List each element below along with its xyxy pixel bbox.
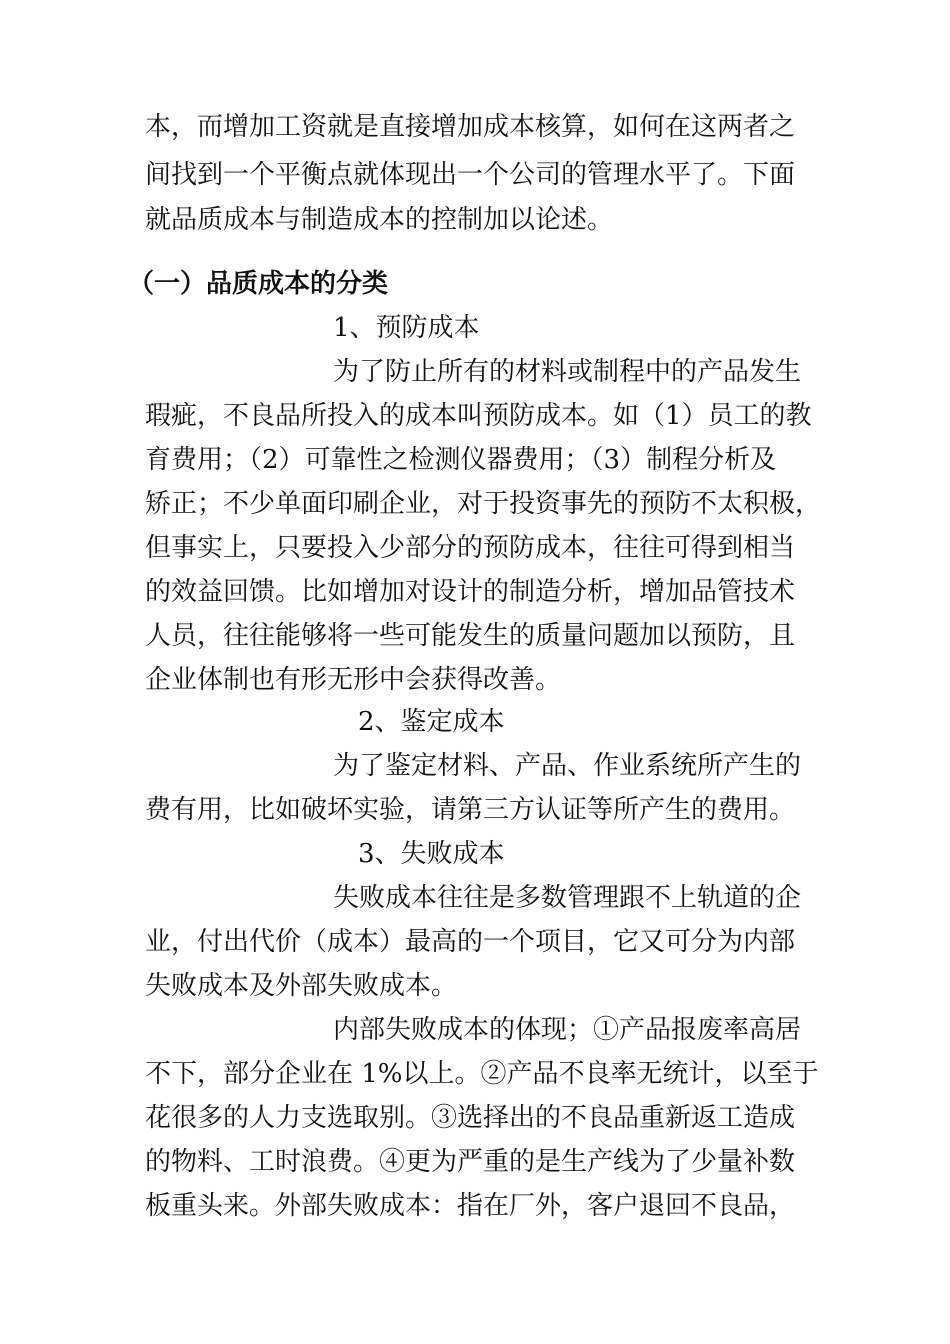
subsection-title-2: 2、鉴定成本 <box>358 707 505 737</box>
sub1-line-1: 为了防止所有的材料或制程中的产品发生 <box>333 357 802 387</box>
sub1-line-6: 的效益回馈。比如增加对设计的制造分析，增加品管技术 <box>145 577 796 607</box>
section-heading: （一）品质成本的分类 <box>128 269 389 299</box>
sub1-line-7: 人员，往往能够将一些可能发生的质量问题加以预防，且 <box>145 621 796 651</box>
intro-line-1: 本，而增加工资就是直接增加成本核算，如何在这两者之 <box>145 112 796 142</box>
subsection-title-1: 1、预防成本 <box>333 313 480 343</box>
internal-line-1: 内部失败成本的体现；①产品报废率高居 <box>333 1015 802 1045</box>
subsection-title-3: 3、失败成本 <box>358 839 505 869</box>
internal-line-5: 板重头来。外部失败成本：指在厂外，客户退回不良品， <box>145 1191 796 1221</box>
internal-line-4: 的物料、工时浪费。④更为严重的是生产线为了少量补数 <box>145 1147 796 1177</box>
sub1-line-3: 育费用；（2）可靠性之检测仪器费用；（3）制程分析及 <box>145 445 777 475</box>
intro-line-2: 间找到一个平衡点就体现出一个公司的管理水平了。下面 <box>145 160 796 190</box>
intro-line-3: 就品质成本与制造成本的控制加以论述。 <box>145 205 614 235</box>
sub1-line-8: 企业体制也有形无形中会获得改善。 <box>145 665 562 695</box>
sub3-line-1: 失败成本往往是多数管理跟不上轨道的企 <box>333 883 802 913</box>
sub2-line-2: 费有用，比如破坏实验，请第三方认证等所产生的费用。 <box>145 795 796 825</box>
sub3-line-2: 业，付出代价（成本）最高的一个项目，它又可分为内部 <box>145 927 796 957</box>
sub1-line-5: 但事实上，只要投入少部分的预防成本，往往可得到相当 <box>145 533 796 563</box>
internal-line-2: 不下，部分企业在 1%以上。②产品不良率无统计，以至于 <box>145 1059 819 1089</box>
sub1-line-4: 矫正；不少单面印刷企业，对于投资事先的预防不太积极， <box>145 489 822 519</box>
sub2-line-1: 为了鉴定材料、产品、作业系统所产生的 <box>333 751 802 781</box>
sub3-line-3: 失败成本及外部失败成本。 <box>145 971 458 1001</box>
internal-line-3: 花很多的人力支选取别。③选择出的不良品重新返工造成 <box>145 1103 796 1133</box>
sub1-line-2: 瑕疵，不良品所投入的成本叫预防成本。如（1）员工的教 <box>145 401 812 431</box>
